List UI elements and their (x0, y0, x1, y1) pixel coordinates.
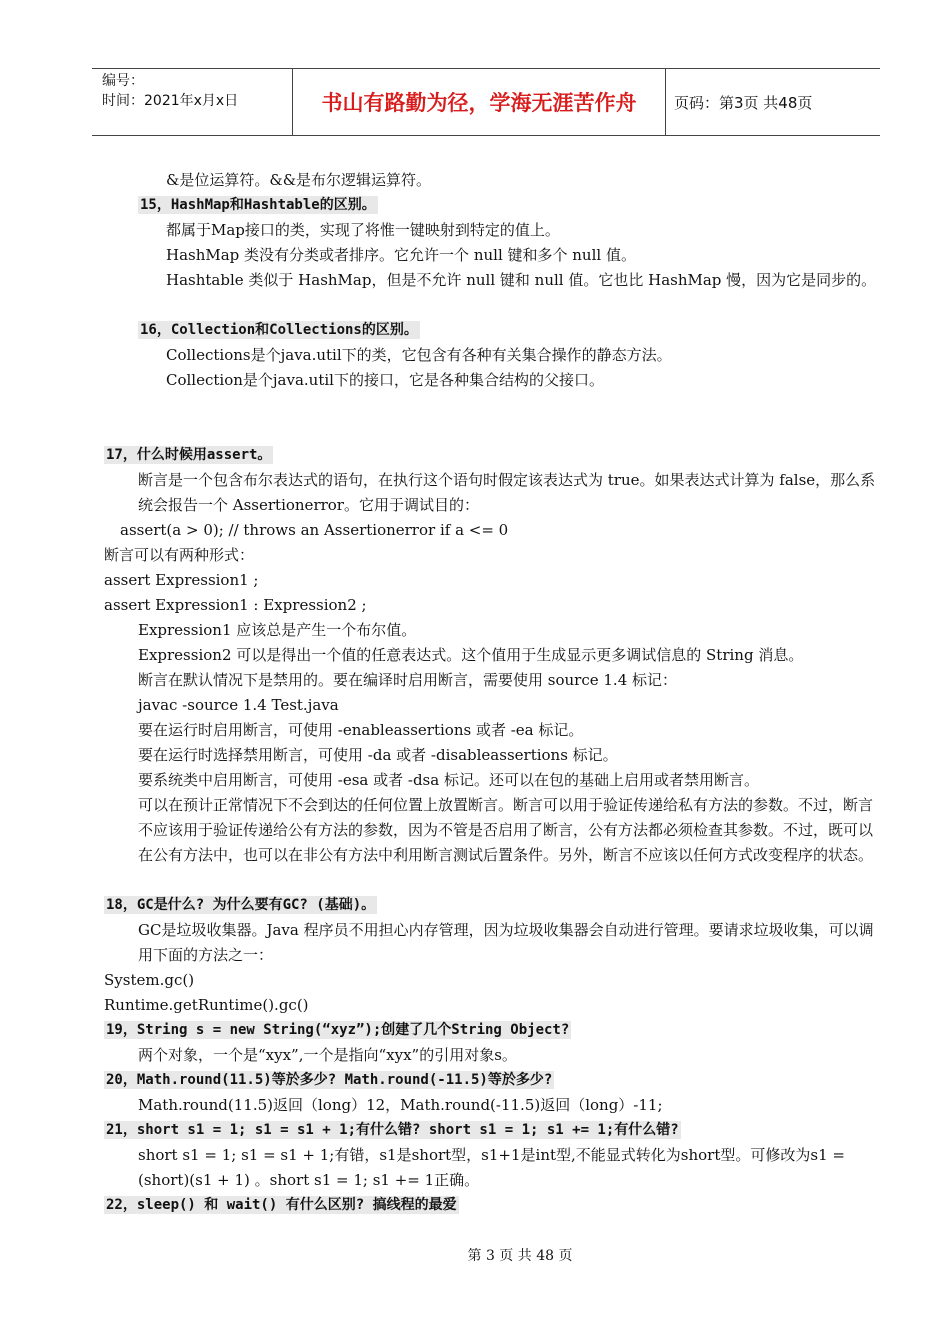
section-heading-text: 16，Collection和Collections的区别。 (140, 322, 418, 338)
page-header (92, 68, 880, 136)
text-line: Expression2 可以是得出一个值的任意表达式。这个值用于生成显示更多调试信息的 String 消息。 (138, 646, 804, 664)
text-line: short s1 = 1; s1 = s1 + 1;有错，s1是short型，s1+1是int型,不能显式转化为short型。可修改为s1 =(short)(s1 + 1) 。short s1 = 1; s1 += 1正确。 (138, 1146, 845, 1189)
blank-line (104, 868, 880, 893)
text-line: 断言是一个包含布尔表达式的语句，在执行这个语句时假定该表达式为 true。如果表达式计算为 false，那么系统会报告一个 Assertionerror。它用于调试目的： (138, 471, 876, 514)
blank-line (104, 393, 880, 418)
text-line: Runtime.getRuntime().gc() (104, 996, 309, 1014)
code-label: 编号： (102, 73, 144, 89)
section-heading-text: 20，Math.round(11.5)等於多少? Math.round(-11.5)等於多少? (106, 1072, 553, 1088)
header-motto: 书山有路勤为径，学海无涯苦作舟 (293, 69, 666, 135)
header-meta (92, 69, 293, 135)
text-line: Expression1 应该总是产生一个布尔值。 (138, 621, 417, 639)
section-heading (104, 1193, 880, 1218)
section-heading-text: 19，String s = new String(“xyz”);创建了几个String Object? (106, 1022, 570, 1038)
section-heading-text: 17，什么时候用assert。 (106, 447, 272, 463)
section-heading-text: 18，GC是什么? 为什么要有GC? (基础)。 (106, 897, 376, 913)
text-line: GC是垃圾收集器。Java 程序员不用担心内存管理，因为垃圾收集器会自动进行管理。要请求垃圾收集，可以调用下面的方法之一： (138, 921, 874, 964)
text-line: Collection是个java.util下的接口，它是各种集合结构的父接口。 (166, 371, 604, 389)
section-heading-text: 21，short s1 = 1; s1 = s1 + 1;有什么错? short s1 = 1; s1 += 1;有什么错? (106, 1122, 679, 1138)
text-line: Hashtable 类似于 HashMap，但是不允许 null 键和 null 值。它也比 HashMap 慢，因为它是同步的。 (166, 271, 877, 289)
text-line: 两个对象，一个是“xyx”,一个是指向“xyx”的引用对象s。 (138, 1046, 517, 1064)
text-line: 可以在预计正常情况下不会到达的任何位置上放置断言。断言可以用于验证传递给私有方法的参数。不过，断言不应该用于验证传递给公有方法的参数，因为不管是否启用了断言，公有方法都必须检查其参数。不过，既可以在公有方法中，也可以在非公有方法中利用断言测试后置条件。另外，断言不应该以任何方式改变程序的状态。 (138, 796, 874, 864)
section-heading (104, 193, 880, 218)
blank-line (104, 418, 880, 443)
text-line: HashMap 类没有分类或者排序。它允许一个 null 键和多个 null 值。 (166, 246, 636, 264)
text-line: assert Expression1 ; (104, 571, 259, 589)
section-heading (104, 318, 880, 343)
section-heading (104, 893, 880, 918)
text-line: Collections是个java.util下的类，它包含有各种有关集合操作的静态方法。 (166, 346, 672, 364)
section-heading (104, 1068, 880, 1093)
section-heading-text: 15，HashMap和Hashtable的区别。 (140, 197, 376, 213)
header-page-number: 页码：第3页 共48页 (674, 93, 813, 112)
text-line: &是位运算符。&&是布尔逻辑运算符。 (166, 171, 432, 189)
section-heading (104, 443, 880, 468)
blank-line (104, 293, 880, 318)
text-line: assert Expression1 : Expression2 ; (104, 596, 367, 614)
text-line: Math.round(11.5)返回（long）12，Math.round(-11.5)返回（long）-11; (138, 1096, 663, 1114)
text-line: 断言在默认情况下是禁用的。要在编译时启用断言，需要使用 source 1.4 标记： (138, 671, 677, 689)
text-line: assert(a > 0); // throws an Assertionerror if a <= 0 (120, 521, 509, 539)
text-line: System.gc() (104, 971, 195, 989)
document-body (104, 168, 880, 1218)
text-line: 断言可以有两种形式： (104, 546, 255, 564)
time-label: 时间：2021年x月x日 (102, 93, 239, 109)
section-heading (104, 1118, 880, 1143)
text-line: 都属于Map接口的类，实现了将惟一键映射到特定的值上。 (166, 221, 560, 239)
section-heading (104, 1018, 880, 1043)
text-line: javac -source 1.4 Test.java (138, 696, 339, 714)
text-line: 要在运行时选择禁用断言，可使用 -da 或者 -disableassertions 标记。 (138, 746, 618, 764)
section-heading-text: 22，sleep() 和 wait() 有什么区别? 搞线程的最爱 (106, 1197, 457, 1213)
page-footer: 第 3 页 共 48 页 (467, 1248, 573, 1264)
text-line: 要在运行时启用断言，可使用 -enableassertions 或者 -ea 标记。 (138, 721, 584, 739)
text-line: 要系统类中启用断言，可使用 -esa 或者 -dsa 标记。还可以在包的基础上启用或者禁用断言。 (138, 771, 759, 789)
